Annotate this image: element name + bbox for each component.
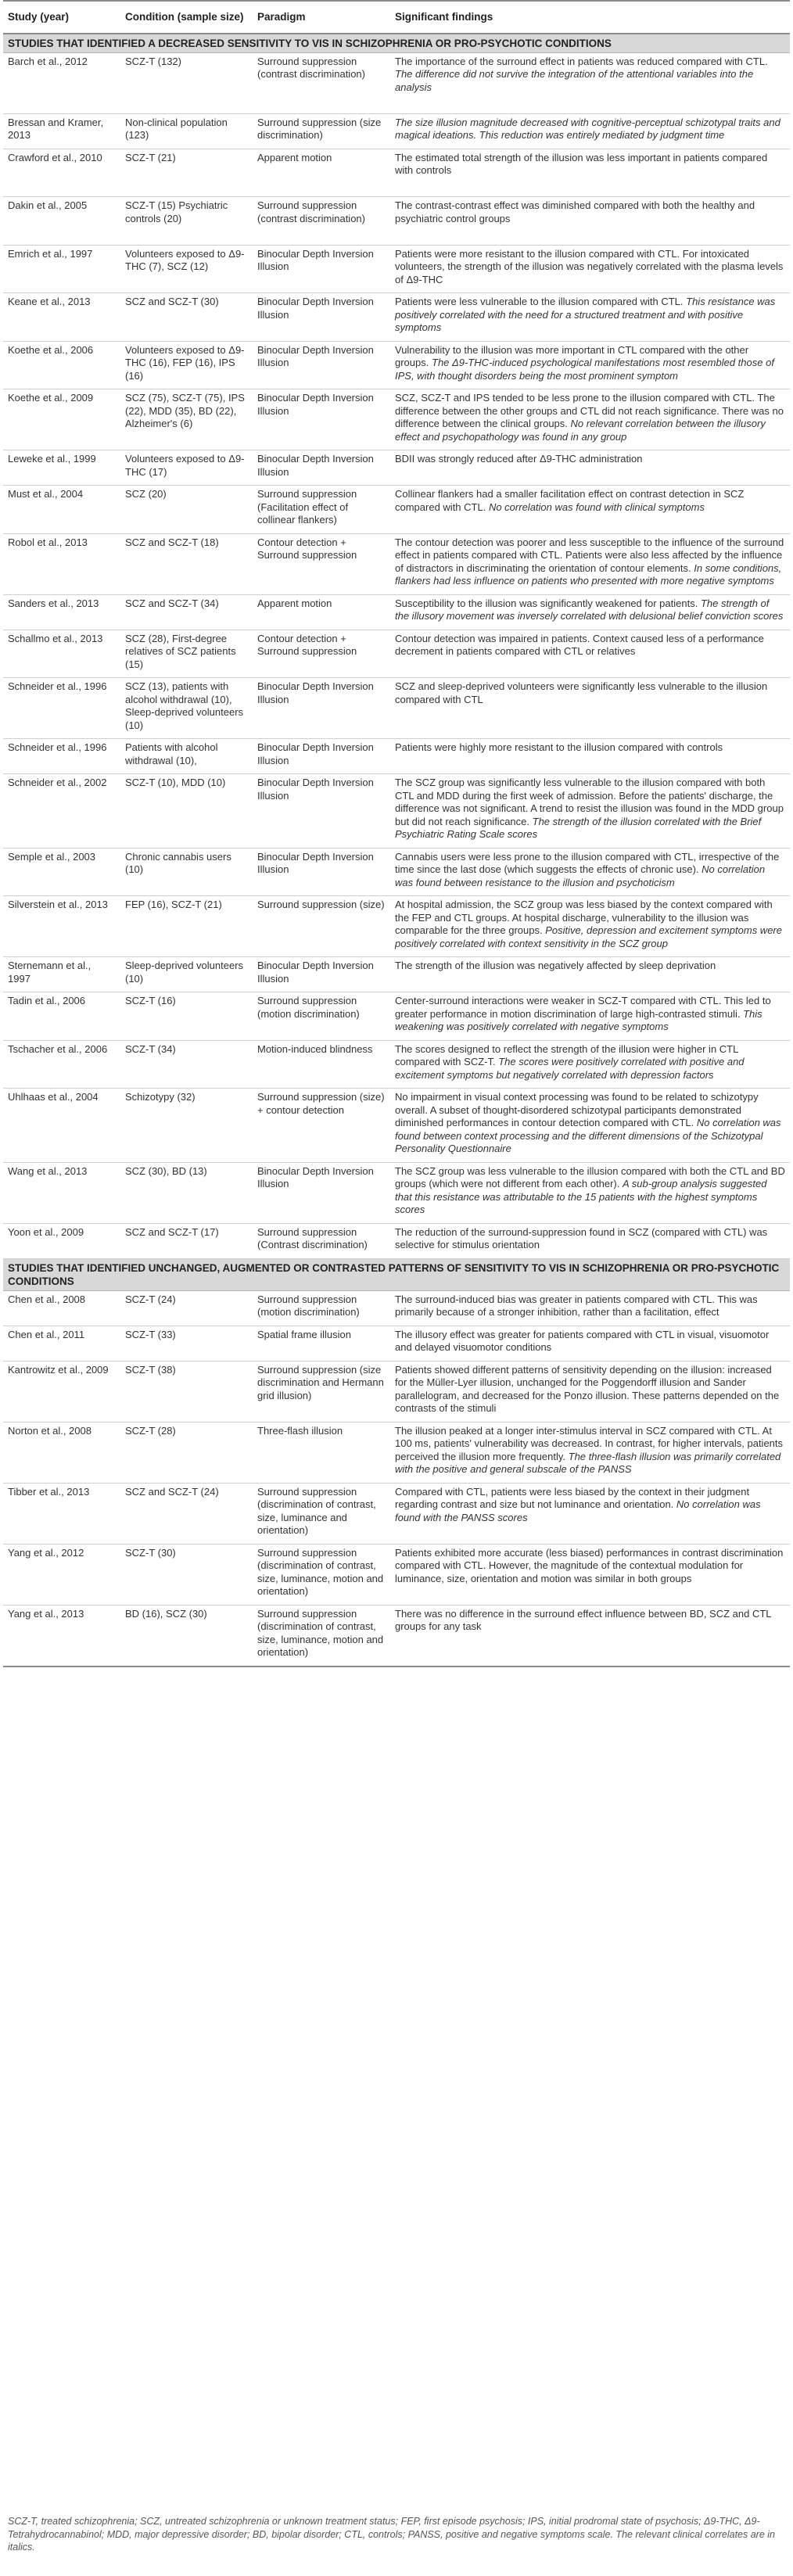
cell-condition: SCZ and SCZ-T (17)	[120, 1223, 253, 1258]
findings-text: Cannabis users were less prone to the illusion compared with CTL, irrespective of the time since the last dose (which suggests the effects of chronic use).	[395, 850, 780, 875]
cell-findings	[390, 1326, 790, 1361]
table-row	[3, 113, 790, 149]
findings-clinical-correlate: The strength of the illusion correlated with the Brief Psychiatric Rating Scale scores	[395, 815, 762, 840]
section-title: STUDIES THAT IDENTIFIED A DECREASED SENSITIVITY TO VIS IN SCHIZOPHRENIA OR PRO-PSYCHOTIC CONDITIONS	[3, 34, 790, 53]
findings-text: Patients showed different patterns of sensitivity depending on the illusion: increased for the Müller-Lyer illusion, unchanged for the Poggendorff illusion and Sander parallelogram, and decreased for the Ponzo illusion. These patterns depended on the contrasts of the stimuli	[395, 1363, 780, 1414]
cell-findings	[390, 630, 790, 678]
cell-condition: SCZ-T (38)	[120, 1361, 253, 1422]
table-row	[3, 992, 790, 1041]
cell-study: Koethe et al., 2006	[3, 341, 120, 389]
cell-paradigm: Binocular Depth Inversion Illusion	[253, 957, 390, 992]
cell-study: Robol et al., 2013	[3, 533, 120, 594]
cell-study: Chen et al., 2011	[3, 1326, 120, 1361]
findings-text: SCZ and sleep-deprived volunteers were significantly less vulnerable to the illusion compared with CTL	[395, 680, 768, 705]
cell-study: Tschacher et al., 2006	[3, 1040, 120, 1089]
section-header-row	[3, 34, 790, 53]
table-row	[3, 52, 790, 113]
cell-findings	[390, 1483, 790, 1544]
cell-findings	[390, 957, 790, 992]
section-title: STUDIES THAT IDENTIFIED UNCHANGED, AUGMENTED OR CONTRASTED PATTERNS OF SENSITIVITY TO VIS IN SCHIZOPHRENIA OR PRO-PSYCHOTIC CONDITIONS	[3, 1258, 790, 1290]
table-row	[3, 1422, 790, 1483]
findings-clinical-correlate: In some conditions, flankers had less influence on patients who presented with more negative symptoms	[395, 561, 782, 587]
cell-condition: SCZ-T (132)	[120, 52, 253, 113]
cell-study: Must et al., 2004	[3, 486, 120, 534]
cell-condition: SCZ-T (21)	[120, 149, 253, 197]
cell-study: Sanders et al., 2013	[3, 594, 120, 630]
cell-paradigm: Surround suppression (discrimination of contrast, size, luminance, motion and orientation)	[253, 1544, 390, 1605]
cell-findings	[390, 389, 790, 450]
cell-condition: Non-clinical population (123)	[120, 113, 253, 149]
cell-paradigm: Binocular Depth Inversion Illusion	[253, 450, 390, 486]
findings-text: Center-surround interactions were weaker in SCZ-T compared with CTL. This led to greater performance in motion discrimination of large high-contrasted stimuli.	[395, 995, 771, 1020]
cell-study: Semple et al., 2003	[3, 848, 120, 896]
table-row	[3, 957, 790, 992]
cell-condition: SCZ (30), BD (13)	[120, 1162, 253, 1223]
table-body	[3, 34, 790, 1667]
cell-paradigm: Binocular Depth Inversion Illusion	[253, 848, 390, 896]
cell-paradigm: Binocular Depth Inversion Illusion	[253, 739, 390, 774]
cell-study: Silverstein et al., 2013	[3, 896, 120, 957]
cell-paradigm: Surround suppression (Contrast discrimination)	[253, 1223, 390, 1258]
cell-condition: Volunteers exposed to Δ9-THC (7), SCZ (12)	[120, 245, 253, 293]
cell-findings	[390, 293, 790, 342]
table-row	[3, 1089, 790, 1163]
cell-study: Keane et al., 2013	[3, 293, 120, 342]
findings-clinical-correlate: This resistance was positively correlated with the need for a structured treatment and with positive symptoms	[395, 296, 776, 333]
cell-condition: FEP (16), SCZ-T (21)	[120, 896, 253, 957]
cell-paradigm: Surround suppression (size) + contour detection	[253, 1089, 390, 1163]
findings-clinical-correlate: No correlation was found between resistance to the illusion and psychoticism	[395, 863, 766, 888]
cell-paradigm: Binocular Depth Inversion Illusion	[253, 341, 390, 389]
column-header-findings: Significant findings	[390, 1, 790, 34]
table-row	[3, 1326, 790, 1361]
findings-text: The illusion peaked at a longer inter-stimulus interval in SCZ compared with CTL. At 100 ms, patients' vulnerability was decreased. In contrast, for higher intervals, patients perceived the illusion more frequently.	[395, 1424, 784, 1462]
table-row	[3, 197, 790, 246]
findings-text: The strength of the illusion was negatively affected by sleep deprivation	[395, 960, 716, 971]
table-row	[3, 678, 790, 739]
cell-paradigm: Surround suppression (size discrimination)	[253, 113, 390, 149]
cell-condition: SCZ-T (15) Psychiatric controls (20)	[120, 197, 253, 246]
table-row	[3, 245, 790, 293]
cell-condition: Patients with alcohol withdrawal (10),	[120, 739, 253, 774]
cell-study: Leweke et al., 1999	[3, 450, 120, 486]
cell-findings	[390, 341, 790, 389]
cell-findings	[390, 486, 790, 534]
cell-paradigm: Binocular Depth Inversion Illusion	[253, 678, 390, 739]
cell-study: Wang et al., 2013	[3, 1162, 120, 1223]
cell-study: Kantrowitz et al., 2009	[3, 1361, 120, 1422]
cell-study: Schneider et al., 2002	[3, 774, 120, 849]
cell-paradigm: Contour detection + Surround suppression	[253, 630, 390, 678]
table-row	[3, 486, 790, 534]
findings-clinical-correlate: The difference did not survive the integration of the attentional variables into the analysis	[395, 68, 754, 93]
findings-text: Patients were less vulnerable to the illusion compared with CTL.	[395, 296, 684, 307]
cell-paradigm: Surround suppression (size discrimination and Hermann grid illusion)	[253, 1361, 390, 1422]
cell-paradigm: Surround suppression (contrast discrimination)	[253, 52, 390, 113]
column-header-paradigm: Paradigm	[253, 1, 390, 34]
findings-text: Compared with CTL, patients were less biased by the context in their judgment regarding contrast and size but not luminance and orientation.	[395, 1485, 750, 1510]
cell-findings	[390, 197, 790, 246]
cell-condition: SCZ and SCZ-T (18)	[120, 533, 253, 594]
cell-paradigm: Surround suppression (size)	[253, 896, 390, 957]
findings-clinical-correlate: The size illusion magnitude decreased with cognitive-perceptual schizotypal traits and magical ideations. This reduction was entirely mediated by judgment time	[395, 116, 780, 141]
cell-findings	[390, 1040, 790, 1089]
findings-clinical-correlate: No relevant correlation between the illusory effect and psychopathology was found in any group	[395, 418, 766, 443]
table-row	[3, 450, 790, 486]
studies-table	[3, 0, 790, 1667]
findings-clinical-correlate: The strength of the illusory movement was inversely correlated with delusional belief conviction scores	[395, 597, 784, 622]
findings-clinical-correlate: No correlation was found between context processing and the different dimensions of the Schizotypal Personality Questionnaire	[395, 1117, 781, 1154]
table-row	[3, 739, 790, 774]
cell-paradigm: Surround suppression (motion discrimination)	[253, 1290, 390, 1326]
findings-text: The estimated total strength of the illusion was less important in patients compared with controls	[395, 151, 768, 176]
cell-findings	[390, 1223, 790, 1258]
cell-paradigm: Apparent motion	[253, 149, 390, 197]
cell-condition: Sleep-deprived volunteers (10)	[120, 957, 253, 992]
cell-condition: SCZ-T (24)	[120, 1290, 253, 1326]
cell-paradigm: Surround suppression (Facilitation effect of collinear flankers)	[253, 486, 390, 534]
findings-text: The contrast-contrast effect was diminished compared with both the healthy and psychiatric control groups	[395, 199, 755, 224]
cell-condition: Volunteers exposed to Δ9-THC (17)	[120, 450, 253, 486]
cell-study: Chen et al., 2008	[3, 1290, 120, 1326]
cell-findings	[390, 1422, 790, 1483]
table-row	[3, 1483, 790, 1544]
findings-text: The contour detection was poorer and less susceptible to the influence of the surround effect in patients compared with CTL. Patients were also less affected by the influence of distractors in discriminating the orientation of contour elements.	[395, 536, 784, 574]
table-row	[3, 1290, 790, 1326]
cell-condition: Volunteers exposed to Δ9-THC (16), FEP (16), IPS (16)	[120, 341, 253, 389]
table-row	[3, 149, 790, 197]
cell-findings	[390, 113, 790, 149]
table-row	[3, 389, 790, 450]
cell-findings	[390, 1605, 790, 1667]
cell-study: Norton et al., 2008	[3, 1422, 120, 1483]
cell-paradigm: Surround suppression (contrast discrimination)	[253, 197, 390, 246]
cell-paradigm: Binocular Depth Inversion Illusion	[253, 245, 390, 293]
findings-text: At hospital admission, the SCZ group was less biased by the context compared with the FEP and CTL groups. At hospital discharge, vulnerability to the illusion was comparable for the three groups.	[395, 899, 773, 936]
findings-text: Patients were highly more resistant to the illusion compared with controls	[395, 741, 723, 753]
table-row	[3, 1361, 790, 1422]
cell-findings	[390, 1361, 790, 1422]
findings-clinical-correlate: A sub-group analysis suggested that this resistance was attributable to the 15 patients with the highest symptoms scores	[395, 1178, 767, 1215]
table-row	[3, 1605, 790, 1667]
cell-paradigm: Surround suppression (discrimination of contrast, size, luminance, motion and orientation)	[253, 1605, 390, 1667]
cell-paradigm: Binocular Depth Inversion Illusion	[253, 293, 390, 342]
table-row	[3, 630, 790, 678]
cell-findings	[390, 848, 790, 896]
findings-text: SCZ, SCZ-T and IPS tended to be less prone to the illusion compared with CTL. The difference between the other groups and CTL did not reach significance. There was no difference between the clinical groups.	[395, 392, 784, 429]
cell-study: Barch et al., 2012	[3, 52, 120, 113]
table-row	[3, 533, 790, 594]
cell-condition: SCZ (75), SCZ-T (75), IPS (22), MDD (35), BD (22), Alzheimer's (6)	[120, 389, 253, 450]
findings-text: Patients were more resistant to the illusion compared with CTL. For intoxicated volunteers, the strength of the illusion was negatively correlated with the plasma levels of Δ9-THC	[395, 247, 784, 285]
cell-condition: BD (16), SCZ (30)	[120, 1605, 253, 1667]
table-row	[3, 896, 790, 957]
cell-study: Emrich et al., 1997	[3, 245, 120, 293]
findings-clinical-correlate: No correlation was found with the PANSS scores	[395, 1498, 761, 1523]
findings-text: There was no difference in the surround effect influence between BD, SCZ and CTL groups for any task	[395, 1607, 772, 1632]
findings-clinical-correlate: The Δ9-THC-induced psychological manifestations most resembled those of IPS, with thought disorders being the most prominent symptom	[395, 357, 774, 382]
cell-findings	[390, 1290, 790, 1326]
findings-clinical-correlate: This weakening was positively correlated with negative symptoms	[395, 1007, 762, 1032]
cell-condition: SCZ-T (30)	[120, 1544, 253, 1605]
table-row	[3, 594, 790, 630]
findings-clinical-correlate: Positive, depression and excitement symptoms were positively correlated with context sensitivity in the SCZ group	[395, 924, 782, 949]
findings-clinical-correlate: No correlation was found with clinical symptoms	[488, 500, 705, 513]
cell-findings	[390, 739, 790, 774]
cell-study: Koethe et al., 2009	[3, 389, 120, 450]
cell-paradigm: Motion-induced blindness	[253, 1040, 390, 1089]
findings-text: The SCZ group was less vulnerable to the illusion compared with both the CTL and BD groups (which were not different from each other).	[395, 1164, 785, 1189]
cell-study: Dakin et al., 2005	[3, 197, 120, 246]
cell-findings	[390, 450, 790, 486]
table-row	[3, 1544, 790, 1605]
cell-findings	[390, 678, 790, 739]
table-row	[3, 1040, 790, 1089]
findings-text: Contour detection was impaired in patients. Context caused less of a performance decrement in patients compared with CTL or relatives	[395, 632, 764, 657]
cell-findings	[390, 1162, 790, 1223]
cell-findings	[390, 992, 790, 1041]
cell-condition: SCZ-T (33)	[120, 1326, 253, 1361]
table-row	[3, 293, 790, 342]
cell-findings	[390, 245, 790, 293]
cell-paradigm: Contour detection + Surround suppression	[253, 533, 390, 594]
cell-study: Schallmo et al., 2013	[3, 630, 120, 678]
cell-condition: SCZ and SCZ-T (34)	[120, 594, 253, 630]
cell-condition: SCZ-T (34)	[120, 1040, 253, 1089]
cell-study: Yang et al., 2012	[3, 1544, 120, 1605]
cell-paradigm: Surround suppression (discrimination of contrast, size, luminance and orientation)	[253, 1483, 390, 1544]
cell-study: Schneider et al., 1996	[3, 678, 120, 739]
cell-findings	[390, 1544, 790, 1605]
table-row	[3, 1223, 790, 1258]
column-header-study: Study (year)	[3, 1, 120, 34]
cell-study: Schneider et al., 1996	[3, 739, 120, 774]
findings-clinical-correlate: The scores were positively correlated with positive and excitement symptoms but negatively correlated with depression factors	[395, 1056, 745, 1081]
table-row	[3, 1162, 790, 1223]
findings-text: BDII was strongly reduced after Δ9-THC administration	[395, 453, 643, 465]
cell-condition: SCZ (28), First-degree relatives of SCZ patients (15)	[120, 630, 253, 678]
table-footnote: SCZ-T, treated schizophrenia; SCZ, untreated schizophrenia or unknown treatment status; FEP, first episode psychosis; IPS, initial prodromal state of psychosis; Δ9-THC, Δ9-Tetrahydrocannabinol; MDD, major depressive disorder; BD, bipolar disorder; CTL, controls; PANSS, positive and negative symptoms scale. The relevant clinical correlates are in italics.	[8, 2516, 775, 2553]
cell-paradigm: Surround suppression (motion discrimination)	[253, 992, 390, 1041]
cell-study: Uhlhaas et al., 2004	[3, 1089, 120, 1163]
cell-condition: SCZ (20)	[120, 486, 253, 534]
table-row	[3, 848, 790, 896]
cell-study: Bressan and Kramer, 2013	[3, 113, 120, 149]
cell-study: Tadin et al., 2006	[3, 992, 120, 1041]
cell-findings	[390, 896, 790, 957]
cell-study: Yang et al., 2013	[3, 1605, 120, 1667]
cell-findings	[390, 533, 790, 594]
findings-text: Susceptibility to the illusion was significantly weakened for patients.	[395, 597, 698, 609]
column-header-condition: Condition (sample size)	[120, 1, 253, 34]
cell-condition: Schizotypy (32)	[120, 1089, 253, 1163]
findings-text: The illusory effect was greater for patients compared with CTL in visual, visuomotor and delayed visuomotor conditions	[395, 1328, 770, 1353]
cell-paradigm: Binocular Depth Inversion Illusion	[253, 389, 390, 450]
table-row	[3, 341, 790, 389]
cell-condition: SCZ and SCZ-T (24)	[120, 1483, 253, 1544]
findings-text: The surround-induced bias was greater in patients compared with CTL. This was primarily because of a stronger inhibition, rather than a facilitation, effect	[395, 1293, 758, 1318]
cell-condition: SCZ-T (16)	[120, 992, 253, 1041]
table-header	[3, 1, 790, 34]
findings-text: Vulnerability to the illusion was more important in CTL compared with the other groups.	[395, 343, 749, 368]
cell-paradigm: Binocular Depth Inversion Illusion	[253, 1162, 390, 1223]
findings-text: The scores designed to reflect the strength of the illusion were higher in CTL compared with SCZ-T.	[395, 1042, 738, 1067]
cell-findings	[390, 52, 790, 113]
findings-text: The SCZ group was significantly less vulnerable to the illusion compared with both CTL and MDD during the first week of admission. Before the patients' discharge, the difference was not significant. A trend to resist the illusion was found in the MDD group but did not reach significance.	[395, 777, 784, 827]
findings-text: The reduction of the surround-suppression found in SCZ (compared with CTL) was selective for stimulus orientation	[395, 1225, 768, 1250]
cell-findings	[390, 774, 790, 849]
cell-condition: SCZ and SCZ-T (30)	[120, 293, 253, 342]
findings-text: No impairment in visual context processing was found to be related to schizotypy overall. A subset of thought-disordered schizotypal participants demonstrated diminished performances in contour detection compared with CTL.	[395, 1091, 759, 1128]
cell-findings	[390, 594, 790, 630]
findings-clinical-correlate: The three-flash illusion was primarily correlated with the positive and general subscale of the PANSS	[395, 1450, 781, 1475]
findings-text: The importance of the surround effect in patients was reduced compared with CTL.	[395, 55, 768, 67]
cell-study: Tibber et al., 2013	[3, 1483, 120, 1544]
table-row	[3, 774, 790, 849]
cell-findings	[390, 149, 790, 197]
cell-condition: Chronic cannabis users (10)	[120, 848, 253, 896]
cell-paradigm: Apparent motion	[253, 594, 390, 630]
findings-text: Patients exhibited more accurate (less biased) performances in contrast discrimination compared with CTL. However, the magnitude of the contextual modulation for luminance, size, orientation and motion was similar in both groups	[395, 1546, 784, 1584]
section-header-row	[3, 1258, 790, 1290]
cell-condition: SCZ-T (28)	[120, 1422, 253, 1483]
cell-paradigm: Spatial frame illusion	[253, 1326, 390, 1361]
cell-findings	[390, 1089, 790, 1163]
cell-condition: SCZ (13), patients with alcohol withdrawal (10), Sleep-deprived volunteers (10)	[120, 678, 253, 739]
cell-paradigm: Three-flash illusion	[253, 1422, 390, 1483]
cell-paradigm: Binocular Depth Inversion Illusion	[253, 774, 390, 849]
findings-text: Collinear flankers had a smaller facilitation effect on contrast detection in SCZ compared with CTL.	[395, 488, 745, 513]
cell-condition: SCZ-T (10), MDD (10)	[120, 774, 253, 849]
cell-study: Crawford et al., 2010	[3, 149, 120, 197]
cell-study: Yoon et al., 2009	[3, 1223, 120, 1258]
cell-study: Sternemann et al., 1997	[3, 957, 120, 992]
